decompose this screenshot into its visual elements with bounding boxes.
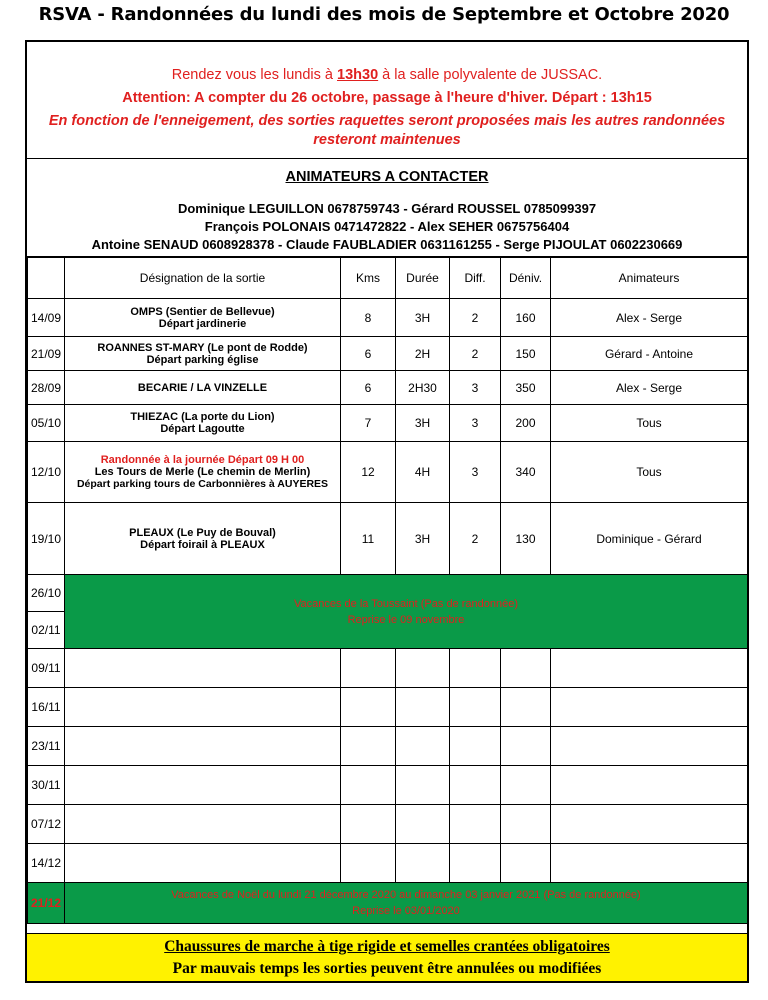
empty-cell (501, 844, 551, 883)
toussaint-line-2: Reprise le 09 novembre (347, 613, 465, 626)
row-designation (65, 405, 341, 442)
row-diff: 2 (450, 503, 501, 575)
empty-cell (341, 649, 396, 688)
empty-cell (396, 688, 450, 727)
row-name: OMPS (Sentier de Bellevue) (130, 305, 275, 318)
empty-cell (551, 805, 748, 844)
noel-holiday-band (65, 883, 748, 924)
footer-shoes-notice: Chaussures de marche à tige rigide et semelles crantées obligatoires (164, 938, 610, 955)
row-date: 02/11 (28, 612, 65, 649)
empty-cell (450, 805, 501, 844)
empty-cell (450, 727, 501, 766)
empty-cell (450, 766, 501, 805)
row-duree: 2H (396, 337, 450, 371)
noel-line-1: Vacances de Noël du lundi 21 décembre 2020 au dimanche 03 janvier 2021 (Pas de randonnée) (171, 889, 641, 901)
table-row (28, 405, 748, 442)
row-deniv: 200 (501, 405, 551, 442)
row-duree: 3H (396, 405, 450, 442)
row-date: 05/10 (28, 405, 65, 442)
empty-cell (501, 805, 551, 844)
header-animateurs: Animateurs (551, 258, 748, 299)
row-date: 23/11 (28, 727, 65, 766)
row-detail: Départ Lagoutte (160, 423, 245, 435)
row-kms: 6 (341, 337, 396, 371)
row-date: 14/12 (28, 844, 65, 883)
row-date: 19/10 (28, 503, 65, 575)
empty-row (28, 844, 748, 883)
contact-line-2: François POLONAIS 0471472822 - Alex SEHER 0675756404 (204, 219, 570, 234)
empty-cell (396, 766, 450, 805)
row-animateurs: Gérard - Antoine (551, 337, 748, 371)
toussaint-row (28, 575, 748, 612)
row-duree: 3H (396, 299, 450, 337)
empty-cell (551, 844, 748, 883)
schedule-frame (25, 40, 749, 983)
empty-cell (396, 649, 450, 688)
noel-row (28, 883, 748, 924)
row-designation (65, 371, 341, 405)
row-designation (65, 299, 341, 337)
table-row (28, 371, 748, 405)
row-detail: Départ parking tours de Carbonnières à AUYERES (76, 478, 329, 490)
row-kms: 6 (341, 371, 396, 405)
contact-line-3: Antoine SENAUD 0608928378 - Claude FAUBLADIER 0631161255 - Serge PIJOULAT 0602230669 (91, 237, 683, 252)
empty-cell (65, 766, 341, 805)
table-header-row (28, 258, 748, 299)
page-title: RSVA - Randonnées du lundi des mois de Septembre et Octobre 2020 (38, 4, 730, 25)
table-row (28, 337, 748, 371)
empty-cell (551, 727, 748, 766)
row-kms: 8 (341, 299, 396, 337)
row-kms: 11 (341, 503, 396, 575)
row-date: 21/09 (28, 337, 65, 371)
row-date: 21/12 (28, 883, 65, 924)
contacts-section (27, 159, 747, 257)
empty-cell (501, 727, 551, 766)
empty-cell (341, 844, 396, 883)
empty-cell (65, 688, 341, 727)
row-deniv: 350 (501, 371, 551, 405)
table-row (28, 299, 748, 337)
row-animateurs: Tous (551, 405, 748, 442)
empty-cell (65, 805, 341, 844)
empty-cell (65, 844, 341, 883)
winter-time-notice: Attention: A compter du 26 octobre, passage à l'heure d'hiver. Départ : 13h15 (122, 90, 652, 106)
row-detail: Départ foirail à PLEAUX (140, 538, 265, 551)
empty-cell (501, 766, 551, 805)
row-date: 26/10 (28, 575, 65, 612)
contact-line-1: Dominique LEGUILLON 0678759743 - Gérard ROUSSEL 0785099397 (177, 201, 597, 216)
row-date: 30/11 (28, 766, 65, 805)
empty-cell (396, 844, 450, 883)
meeting-line-end: à la salle polyvalente de JUSSAC. (378, 67, 603, 83)
meeting-time: 13h30 (337, 67, 379, 83)
meeting-line (27, 66, 747, 85)
empty-cell (341, 688, 396, 727)
row-name: ROANNES ST-MARY (Le pont de Rodde) (97, 341, 308, 354)
header-date (28, 258, 65, 299)
empty-row (28, 766, 748, 805)
schedule-table (27, 257, 748, 924)
row-duree: 2H30 (396, 371, 450, 405)
empty-row (28, 649, 748, 688)
contacts-title: ANIMATEURS A CONTACTER (285, 169, 489, 185)
empty-cell (501, 688, 551, 727)
row-animateurs: Alex - Serge (551, 299, 748, 337)
footer-weather-notice: Par mauvais temps les sorties peuvent être annulées ou modifiées (172, 960, 602, 977)
empty-cell (396, 727, 450, 766)
row-deniv: 150 (501, 337, 551, 371)
row-diff: 3 (450, 405, 501, 442)
row-date: 14/09 (28, 299, 65, 337)
row-diff: 2 (450, 337, 501, 371)
empty-cell (551, 688, 748, 727)
empty-cell (396, 805, 450, 844)
row-designation (65, 442, 341, 503)
row-date: 12/10 (28, 442, 65, 503)
row-diff: 3 (450, 371, 501, 405)
empty-cell (450, 649, 501, 688)
row-date: 07/12 (28, 805, 65, 844)
empty-cell (341, 766, 396, 805)
header-kms: Kms (341, 258, 396, 299)
table-row (28, 503, 748, 575)
meeting-info (27, 42, 747, 159)
header-diff: Diff. (450, 258, 501, 299)
row-detail: Départ jardinerie (158, 317, 247, 330)
table-row (28, 442, 748, 503)
empty-cell (65, 649, 341, 688)
row-duree: 3H (396, 503, 450, 575)
empty-cell (501, 649, 551, 688)
row-deniv: 340 (501, 442, 551, 503)
snow-notice: En fonction de l'enneigement, des sorties raquettes seront proposées mais les autres randonnées resteront maintenues (48, 113, 726, 148)
meeting-line-start: Rendez vous les lundis à (171, 67, 338, 83)
row-diff: 2 (450, 299, 501, 337)
row-kms: 7 (341, 405, 396, 442)
row-date: 16/11 (28, 688, 65, 727)
row-diff: 3 (450, 442, 501, 503)
toussaint-holiday-band (65, 575, 748, 649)
empty-cell (551, 649, 748, 688)
row-animateurs: Alex - Serge (551, 371, 748, 405)
empty-cell (341, 805, 396, 844)
row-kms: 12 (341, 442, 396, 503)
header-designation: Désignation de la sortie (65, 258, 341, 299)
row-name: PLEAUX (Le Puy de Bouval) (129, 526, 276, 539)
row-date: 28/09 (28, 371, 65, 405)
row-note: Randonnée à la journée Départ 09 H 00 (100, 454, 305, 466)
empty-row (28, 688, 748, 727)
footer-notice (27, 933, 747, 981)
row-designation (65, 337, 341, 371)
noel-line-2: Reprise le 03/01/2020 (352, 905, 460, 917)
row-date: 09/11 (28, 649, 65, 688)
empty-cell (341, 727, 396, 766)
row-animateurs: Tous (551, 442, 748, 503)
empty-cell (551, 766, 748, 805)
empty-cell (65, 727, 341, 766)
row-animateurs: Dominique - Gérard (551, 503, 748, 575)
header-deniv: Déniv. (501, 258, 551, 299)
row-designation (65, 503, 341, 575)
empty-row (28, 727, 748, 766)
toussaint-line-1: Vacances de la Toussaint (Pas de randonnée) (293, 597, 519, 610)
row-deniv: 160 (501, 299, 551, 337)
row-name: THIEZAC (La porte du Lion) (130, 411, 275, 423)
row-deniv: 130 (501, 503, 551, 575)
header-duree: Durée (396, 258, 450, 299)
empty-cell (450, 844, 501, 883)
row-name: BECARIE / LA VINZELLE (137, 381, 268, 394)
row-name: Les Tours de Merle (Le chemin de Merlin) (94, 466, 311, 478)
row-duree: 4H (396, 442, 450, 503)
empty-row (28, 805, 748, 844)
row-detail: Départ parking église (146, 353, 259, 366)
empty-cell (450, 688, 501, 727)
